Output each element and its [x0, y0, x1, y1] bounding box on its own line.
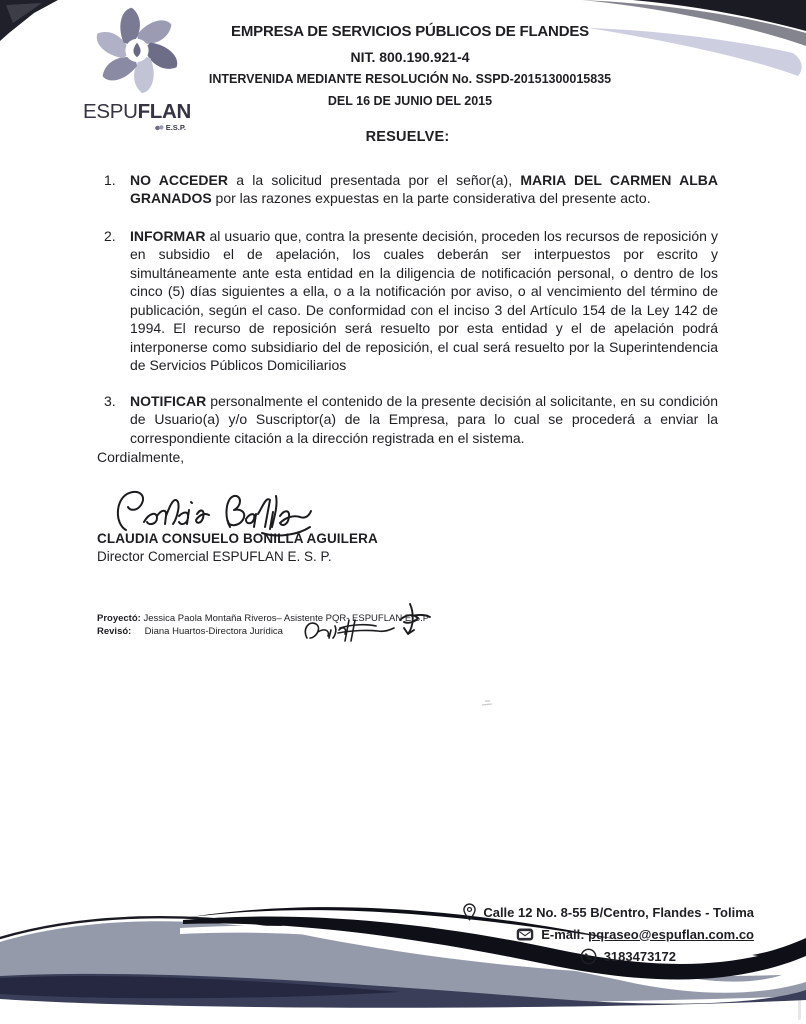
email-address: pqraseo@espuflan.com.co	[588, 926, 754, 942]
logo-mini-leaf-icon	[155, 124, 164, 131]
logo-esp-text: E.S.P.	[165, 123, 186, 132]
proyecto-handwritten-initial	[397, 601, 433, 641]
email-icon	[516, 928, 534, 941]
footnote-reviso: Revisó: Diana Huartos-Directora Jurídica	[97, 626, 283, 637]
list-item	[97, 171, 718, 208]
contact-block	[463, 901, 754, 967]
signer-name: CLAUDIA CONSUELO BONILLA AGUILERA	[97, 531, 378, 546]
footnote-proyecto: Proyectó: Jessica Paola Montaña Riveros– Asistente PQR- ESPUFLAN E.S.P	[97, 613, 430, 624]
espuflan-emblem-icon	[85, 4, 189, 102]
logo-wordmark	[72, 100, 202, 124]
reviso-handwritten-initials	[300, 618, 412, 648]
letterhead	[150, 23, 670, 108]
handwritten-signature	[112, 486, 340, 538]
location-pin-icon	[463, 903, 476, 921]
list-item-number: 1.	[104, 171, 116, 188]
list-item-lead: NO ACCEDER	[130, 171, 228, 188]
list-item-text: NO ACCEDER a la solicitud presentada por el señor(a), MARIA DEL CARMEN ALBA GRANADOS por las razones expuestas en la parte considerativa del presente acto.	[130, 171, 718, 206]
org-intervention-date: DEL 16 DE JUNIO DEL 2015	[327, 94, 493, 108]
logo-text-espu: ESPU	[82, 100, 138, 123]
email-text: E-mail: pqraseo@espuflan.com.co	[541, 926, 754, 942]
scan-speck-artifact	[481, 699, 495, 709]
phone-line	[580, 945, 676, 967]
list-item-number: 3.	[104, 392, 116, 409]
email-line	[516, 923, 754, 945]
logo-esp-line	[72, 123, 202, 132]
closing-salutation: Cordialmente,	[97, 449, 185, 465]
org-name: EMPRESA DE SERVICIOS PÚBLICOS DE FLANDES	[231, 23, 589, 40]
footnotes	[97, 612, 577, 638]
list-item-lead: NOTIFICAR	[130, 392, 207, 409]
list-item	[97, 392, 718, 448]
org-intervention: INTERVENIDA MEDIANTE RESOLUCIÓN No. SSPD-20151300015835	[208, 72, 612, 86]
list-item	[97, 227, 718, 375]
address-text: Calle 12 No. 8-55 B/Centro, Flandes - Tolima	[483, 904, 754, 920]
list-item-lead: INFORMAR	[130, 227, 206, 244]
list-item-number: 2.	[104, 227, 116, 244]
signer-title: Director Comercial ESPUFLAN E. S. P.	[97, 549, 332, 564]
phone-text: 3183473172	[603, 948, 676, 964]
list-item-text: INFORMAR al usuario que, contra la presente decisión, proceden los recursos de reposición y en subsidio el de apelación, los cuales deberán ser interpuestos por escrito y simultáneamente ante esta entidad en la diligencia de notificación personal, o dentro de los cinco (5) días siguientes a ella, o a la notificación por aviso, o al vencimiento del término de publicación, según el caso. De conformidad con el inciso 3 del Artículo 154 de la Ley 142 de 1994. El recurso de reposición será resuelto por esta entidad y el de apelación podrá interponerse como subsidiario del de reposición, el cual será resuelto por la Superintendencia de Servicios Públicos Domiciliarios	[130, 227, 718, 373]
document-body	[97, 128, 718, 466]
corner-fold-artifact	[0, 0, 62, 44]
phone-icon	[580, 948, 597, 965]
org-nit: NIT. 800.190.921-4	[350, 49, 470, 65]
list-item-text: NOTIFICAR personalmente el contenido de la presente decisión al solicitante, en su condición de Usuario(a) y/o Suscriptor(a) de la Empresa, para lo cual se procederá a enviar la correspondiente citación a la dirección registrada en el sistema.	[130, 392, 718, 446]
section-title: RESUELVE:	[365, 129, 450, 145]
logo-text-flan: FLAN	[137, 100, 192, 123]
espuflan-logo	[72, 4, 202, 132]
applicant-name: MARIA DEL CARMEN ALBA GRANADOS	[130, 171, 718, 206]
address-line	[463, 901, 754, 923]
